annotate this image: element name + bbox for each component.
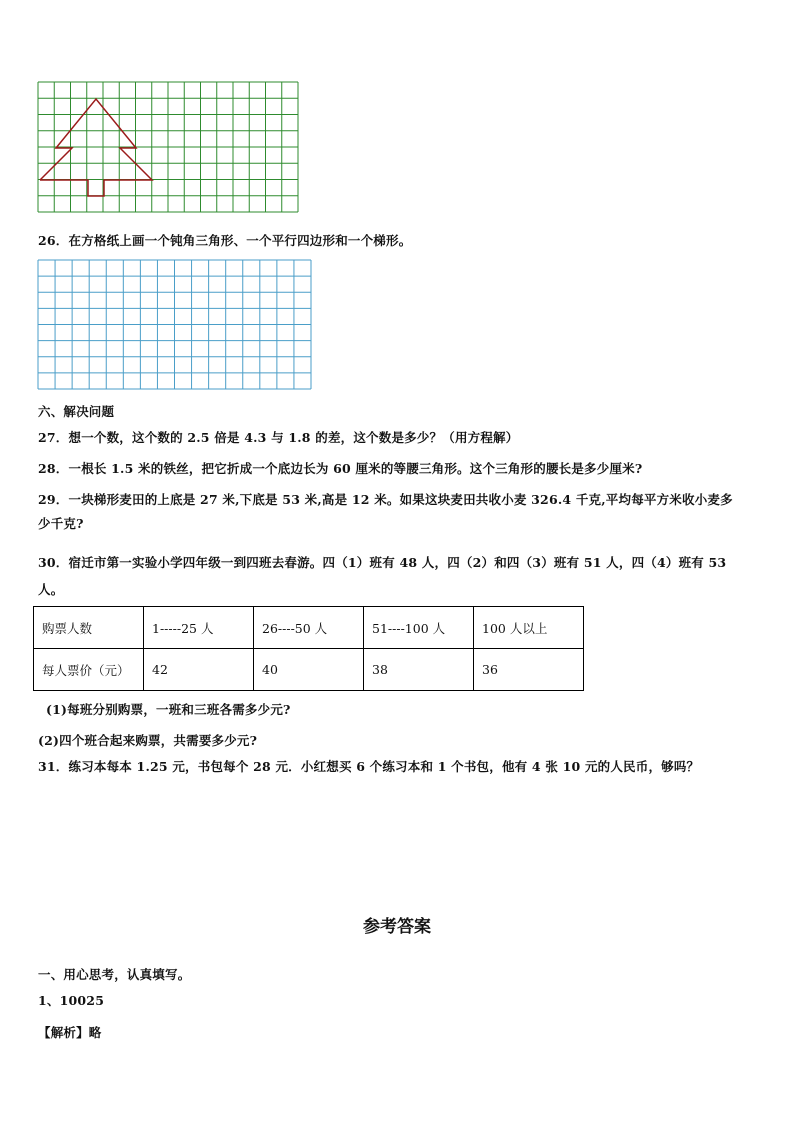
ticket-price-table (33, 606, 584, 691)
table-cell: 每人票价（元） (34, 649, 144, 691)
question-26: 26．在方格纸上画一个钝角三角形、一个平行四边形和一个梯形。 (38, 233, 412, 248)
question-29-line1: 29．一块梯形麦田的上底是 27 米,下底是 53 米,高是 12 米。如果这块麦田共收小麦 326.4 千克,平均每平方米收小麦多 (38, 492, 733, 507)
table-cell: 36 (474, 649, 584, 691)
table-cell: 38 (364, 649, 474, 691)
table-cell: 26----50 人 (254, 607, 364, 649)
table-row (34, 649, 584, 691)
question-30-line1: 30．宿迁市第一实验小学四年级一到四班去春游。四（1）班有 48 人，四（2）和四（3）班有 51 人，四（4）班有 53 (38, 555, 727, 570)
question-27: 27．想一个数，这个数的 2.5 倍是 4.3 与 1.8 的差，这个数是多少？（用方程解） (38, 430, 519, 445)
question-28: 28．一根长 1.5 米的铁丝，把它折成一个底边长为 60 厘米的等腰三角形。这个三角形的腰长是多少厘米? (38, 461, 643, 476)
question-30-sub1: (1)每班分别购票，一班和三班各需多少元? (46, 702, 291, 717)
tree-grid-figure (38, 82, 300, 214)
green-grid (38, 82, 298, 212)
table-row (34, 607, 584, 649)
blue-grid (38, 260, 311, 389)
table-cell: 51----100 人 (364, 607, 474, 649)
answer-1-analysis: 【解析】略 (38, 1025, 102, 1040)
table-cell: 购票人数 (34, 607, 144, 649)
question-29-line2: 少千克? (38, 516, 84, 531)
section-6-title: 六、解决问题 (38, 404, 115, 419)
table-cell: 100 人以上 (474, 607, 584, 649)
question-30-line2: 人。 (38, 582, 64, 597)
table-cell: 42 (144, 649, 254, 691)
answers-title: 参考答案 (363, 917, 431, 937)
drawing-grid[interactable] (38, 260, 312, 390)
answer-1: 1、10025 (38, 993, 105, 1008)
table-cell: 40 (254, 649, 364, 691)
table-cell: 1-----25 人 (144, 607, 254, 649)
question-30-sub2: (2)四个班合起来购票，共需要多少元? (38, 733, 258, 748)
question-31: 31．练习本每本 1.25 元，书包每个 28 元．小红想买 6 个练习本和 1 个书包，他有 4 张 10 元的人民币，够吗？ (38, 759, 700, 774)
answers-section-1: 一、用心思考，认真填写。 (38, 967, 191, 982)
